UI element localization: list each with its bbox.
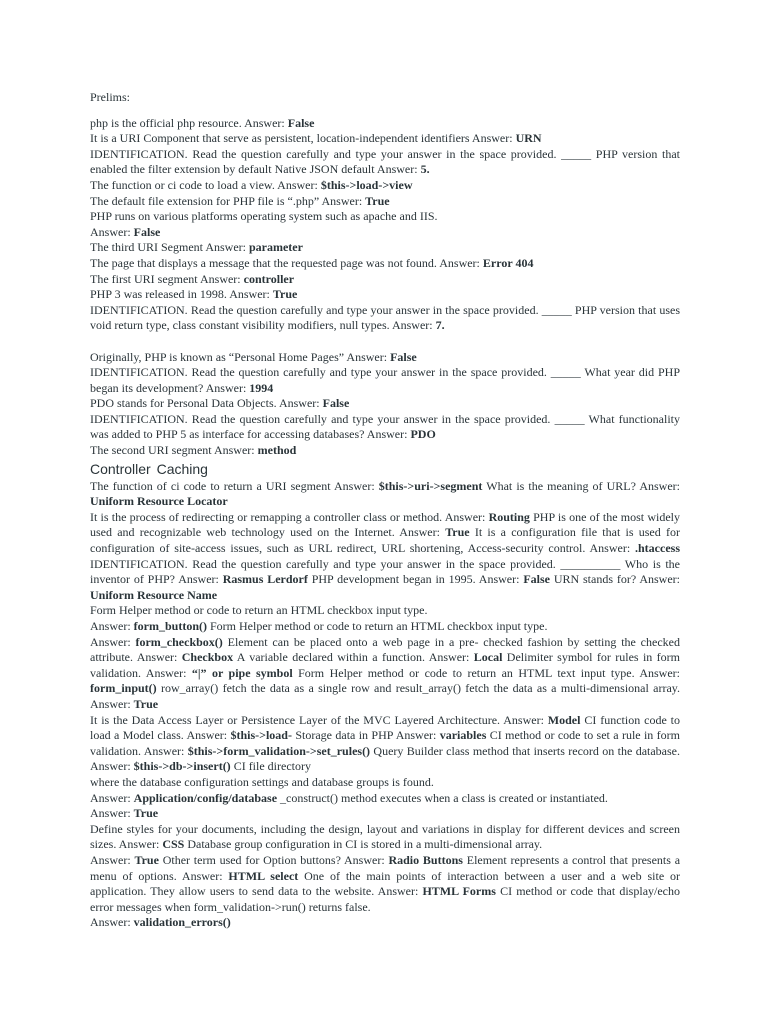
question-text: Originally, PHP is known as “Personal Home Pages” Answer:: [90, 349, 391, 364]
question-text: IDENTIFICATION. Read the question carefully and type your answer in the space provided. _____ PHP version that enabled the filter extension by default Native JSON default Answer:: [90, 146, 680, 177]
answer-text: False: [322, 396, 350, 411]
answer-text: 5.: [420, 162, 430, 177]
answer-text: Uniform Resource Name: [90, 587, 218, 602]
question-text: One of the main points of interaction between a user and a web site or application. They allow users to send data to the website. Answer:: [90, 868, 680, 899]
answer-text: URN: [515, 131, 542, 146]
answer-text: Model: [547, 712, 581, 727]
answer-text: False: [133, 224, 161, 239]
question-text: PHP development began in 1995. Answer:: [307, 572, 524, 587]
question-paragraph: [90, 303, 680, 334]
question-text: The second URI segment Answer:: [90, 443, 258, 458]
question-text: _construct() method executes when a class is created or instantiated.: [277, 790, 608, 805]
question-text: The function of ci code to return a URI segment Answer:: [90, 478, 379, 493]
question-text: The first URI segment Answer:: [90, 271, 244, 286]
question-text: Answer:: [90, 619, 134, 633]
question-paragraph: [90, 412, 680, 443]
answer-text: PDO: [410, 427, 436, 442]
question-text: It is the Data Access Layer or Persistence Layer of the MVC Layered Architecture. Answer:: [90, 712, 548, 727]
answer-text: validation_errors(): [133, 915, 231, 930]
question-paragraph: [90, 396, 680, 412]
question-paragraph: [90, 256, 680, 272]
question-text: Answer:: [90, 224, 134, 239]
question-text: The function or ci code to load a view. Answer:: [90, 177, 321, 192]
answer-text: HTML select: [228, 868, 299, 883]
question-text: Storage data in PHP Answer:: [291, 728, 440, 743]
answer-text: Checkbox: [181, 650, 234, 665]
answer-text: Routing: [488, 509, 530, 524]
answer-text: True: [272, 287, 298, 302]
question-paragraph: [90, 619, 680, 635]
question-text: IDENTIFICATION. Read the question carefully and type your answer in the space provided. _____ PHP version that uses void return type, class constant visibility modifiers, null types. Answer:: [90, 302, 680, 333]
answer-text: $this->load-: [230, 728, 292, 743]
question-text: It is a URI Component that serve as persistent, location-independent identifiers Answer:: [90, 131, 516, 146]
question-paragraph: [90, 635, 680, 713]
section-heading-text: Controller Caching: [90, 460, 208, 477]
question-text: CI method or code that display/echo error messages when form_validation->run() returns false.: [90, 884, 681, 914]
answer-text: form_input(): [90, 681, 157, 696]
question-text: Other term used for Option buttons? Answer:: [158, 852, 389, 867]
question-text: Query Builder class method that inserts record on the database. Answer:: [90, 743, 681, 774]
question-paragraph: [90, 479, 680, 510]
question-text: It is a configuration file that is used for configuration of site-access issues, such as URL redirect, URL shortening, Access-security control. Answer:: [90, 525, 680, 556]
question-paragraph: [90, 510, 680, 604]
question-text: Answer:: [90, 634, 136, 649]
answer-text: form_button(): [133, 619, 207, 633]
answer-text: method: [257, 443, 297, 458]
question-text: IDENTIFICATION. Read the question carefully and type your answer in the space provided. _____ What functionality was added to PHP 5 as interface for accessing databases? Answer:: [90, 411, 680, 442]
question-paragraph: [90, 791, 680, 807]
question-text: Form Helper method or code to return an HTML text input type. Answer:: [292, 665, 681, 680]
answer-text: $this->load->view: [320, 177, 413, 192]
answer-text: Uniform Resource Locator: [90, 494, 228, 509]
question-text: Define styles for your documents, including the design, layout and variations in display for different devices and screen sizes. Answer:: [90, 821, 680, 852]
question-paragraph: [90, 713, 680, 775]
question-text: Answer:: [90, 806, 134, 821]
question-paragraph: [90, 240, 680, 256]
question-text: The page that displays a message that the requested page was not found. Answer:: [90, 255, 483, 270]
answer-text: False: [287, 115, 315, 130]
answer-text: CSS: [162, 837, 185, 852]
question-paragraph: [90, 225, 680, 241]
question-paragraph: [90, 287, 680, 303]
question-text: The default file extension for PHP file is “.php” Answer:: [90, 193, 366, 208]
question-text: Answer:: [90, 790, 134, 805]
answer-text: controller: [243, 271, 295, 286]
question-paragraph: [90, 443, 680, 459]
question-paragraph: [90, 116, 680, 132]
question-text: Form Helper method or code to return an HTML checkbox input type.: [90, 603, 428, 618]
question-paragraph: [90, 853, 680, 915]
question-text: PDO stands for Personal Data Objects. Answer:: [90, 396, 323, 411]
question-paragraph: [90, 915, 680, 931]
question-text: What is the meaning of URL? Answer:: [482, 478, 680, 493]
question-paragraph: [90, 209, 680, 225]
answer-text: 7.: [435, 318, 445, 333]
question-text: The third URI Segment Answer:: [90, 240, 249, 255]
question-text: CI function code to load a Model class. Answer:: [90, 712, 680, 743]
answer-text: True: [134, 852, 159, 867]
answer-text: Radio Buttons: [388, 852, 463, 867]
answer-text: .htaccess: [635, 541, 680, 556]
answer-text: $this->uri->segment: [378, 478, 483, 493]
question-paragraph: [90, 147, 680, 178]
question-text: IDENTIFICATION. Read the question carefully and type your answer in the space provided. _____ What year did PHP began its development? Answer:: [90, 365, 680, 395]
question-text: Answer:: [90, 852, 135, 867]
page-title: Prelims:: [90, 90, 131, 104]
answer-text: HTML Forms: [422, 884, 496, 899]
answer-text: $this->form_validation->set_rules(): [187, 743, 371, 758]
question-text: row_array() fetch the data as a single row and result_array() fetch the data as a multi-dimensional array. Answer:: [90, 681, 680, 711]
question-text: IDENTIFICATION. Read the question carefully and type your answer in the space provided. __________ Who is the inventor of PHP? Answer:: [90, 556, 680, 587]
question-paragraph: [90, 806, 680, 822]
question-text: PHP 3 was released in 1998. Answer:: [90, 287, 273, 302]
answer-text: True: [445, 525, 470, 540]
question-text: Form Helper method or code to return an HTML checkbox input type.: [207, 619, 548, 633]
question-text: URN stands for? Answer:: [549, 572, 681, 587]
answer-text: False: [390, 349, 417, 364]
blank-line: [90, 334, 680, 350]
question-paragraph: [90, 194, 680, 210]
question-paragraph: [90, 775, 680, 791]
question-text: Answer:: [90, 915, 134, 930]
question-paragraph: [90, 365, 680, 396]
question-text: Database group configuration in CI is stored in a multi-dimensional array.: [184, 837, 543, 852]
answer-text: True: [133, 696, 159, 711]
question-paragraph: [90, 178, 680, 194]
answer-text: “|” or pipe symbol: [191, 665, 293, 680]
question-text: CI method or code to set a rule in form validation. Answer:: [90, 728, 680, 758]
question-text: Delimiter symbol for rules in form validation. Answer:: [90, 650, 680, 680]
question-paragraph: [90, 131, 680, 147]
answer-text: variables: [439, 728, 487, 743]
question-text: PHP runs on various platforms operating system such as apache and IIS.: [90, 209, 438, 224]
question-text: It is the process of redirecting or remapping a controller class or method. Answer:: [90, 509, 489, 524]
question-text: PHP is one of the most widely used and recognizable web technology used on the Internet. Answer:: [90, 509, 680, 540]
question-paragraph: [90, 272, 680, 288]
question-paragraph: [90, 603, 680, 619]
answer-text: Rasmus Lerdorf: [222, 572, 308, 587]
answer-text: parameter: [248, 240, 303, 255]
question-paragraph: [90, 350, 680, 366]
question-text: where the database configuration settings and database groups is found.: [90, 774, 434, 789]
question-text: Element can be placed onto a web page in a pre- checked fashion by setting the checked attribute. Answer:: [90, 634, 680, 665]
question-paragraph: [90, 822, 680, 853]
answer-text: Error 404: [482, 255, 534, 270]
question-text: Element represents a control that presents a menu of options. Answer:: [90, 852, 681, 883]
answer-text: form_checkbox(): [135, 634, 223, 649]
answer-text: Local: [473, 650, 503, 665]
answer-text: True: [133, 806, 159, 821]
section-heading: [90, 460, 680, 479]
answer-text: 1994: [249, 380, 274, 395]
answer-text: False: [523, 572, 550, 587]
answer-text: Application/config/database: [133, 790, 278, 805]
question-text: php is the official php resource. Answer:: [90, 115, 288, 130]
document-body: [90, 90, 680, 931]
question-text: CI file directory: [230, 759, 311, 774]
answer-text: $this->db->insert(): [133, 759, 231, 774]
question-text: A variable declared within a function. Answer:: [233, 650, 474, 665]
answer-text: True: [365, 193, 390, 208]
